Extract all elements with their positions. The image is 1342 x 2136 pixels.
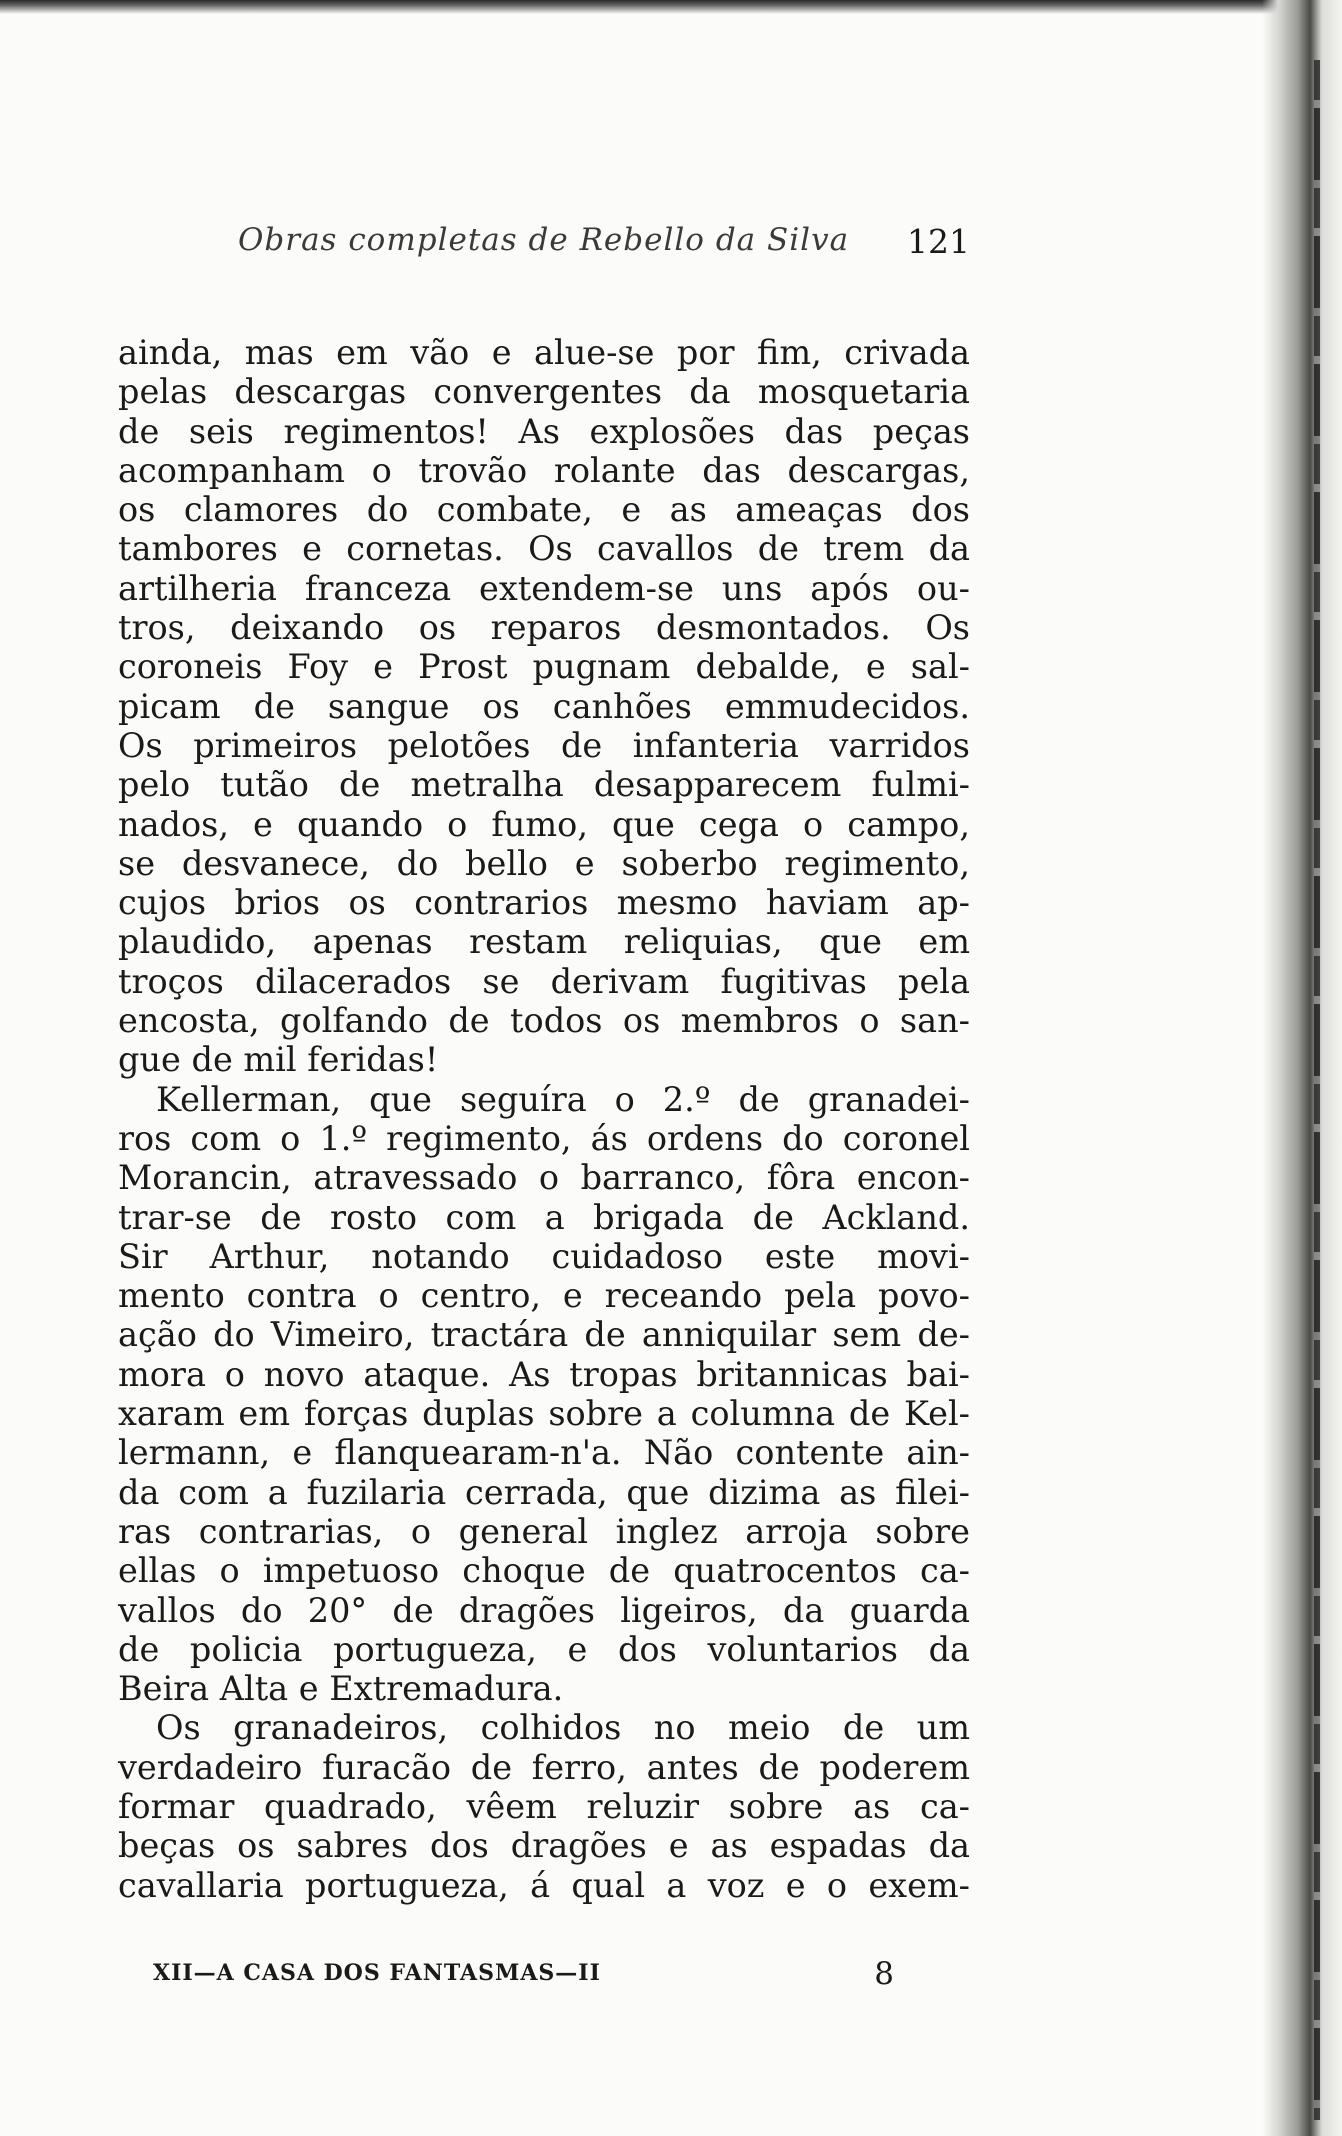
text-line: vallos do 20° de dragões ligeiros, da guarda (118, 1590, 970, 1630)
text-line: de policia portugueza, e dos voluntarios da (118, 1629, 970, 1669)
text-line: cavallaria portugueza, á qual a voz e o exem- (118, 1865, 970, 1905)
text-line: cujos brios os contrarios mesmo haviam ap- (118, 883, 970, 923)
text-line: Os primeiros pelotões de infanteria varridos (118, 725, 970, 765)
page-number: 121 (907, 222, 970, 261)
page-footer (153, 1956, 894, 1996)
text-line: mento contra o centro, e receando pela povo- (118, 1276, 970, 1316)
book-spine-shadow (1262, 0, 1342, 2136)
text-line: ras contrarias, o general inglez arroja sobre (118, 1511, 970, 1551)
text-line: tambores e cornetas. Os cavallos de trem da (118, 529, 970, 569)
running-title: Obras completas de Rebello da Silva (238, 222, 850, 258)
text-line: ainda, mas em vão e alue-se por fim, crivada (118, 333, 970, 372)
text-line: acompanham o trovão rolante das descargas, (118, 450, 970, 490)
text-line: os clamores do combate, e as ameaças dos (118, 490, 970, 530)
text-line: formar quadrado, vêem reluzir sobre as ca- (118, 1786, 970, 1826)
text-line: plaudido, apenas restam reliquias, que em (118, 922, 970, 962)
paragraph-end-line: Beira Alta e Extremadura. (118, 1669, 564, 1709)
text-line: de seis regimentos! As explosões das peças (118, 411, 970, 451)
paragraph-start-line: Os granadeiros, colhidos no meio de um (156, 1708, 970, 1748)
text-line: trar-se de rosto com a brigada de Ackland. (118, 1197, 970, 1237)
text-line: lermann, e flanquearam-n'a. Não contente ain- (118, 1433, 970, 1473)
text-line: ros com o 1.º regimento, ás ordens do coronel (118, 1118, 970, 1158)
signature-number: 8 (874, 1956, 894, 1992)
body-text (118, 333, 970, 1905)
paragraph-end-line: gue de mil feridas! (118, 1040, 439, 1080)
text-line: Sir Arthur, notando cuidadoso este movi- (118, 1236, 970, 1276)
paragraph-start-line: Kellerman, que seguíra o 2.º de granadei- (156, 1079, 970, 1119)
text-line: mora o novo ataque. As tropas britannicas bai- (118, 1354, 970, 1394)
text-line: coroneis Foy e Prost pugnam debalde, e sal- (118, 647, 970, 687)
text-line: pelas descargas convergentes da mosquetaria (118, 372, 970, 412)
text-line: troços dilacerados se derivam fugitivas pela (118, 961, 970, 1001)
signature-mark: XII—A CASA DOS FANTASMAS—II (153, 1960, 601, 1986)
text-line: ação do Vimeiro, tractára de anniquilar sem de- (118, 1315, 970, 1355)
text-line: picam de sangue os canhões emmudecidos. (118, 686, 970, 726)
text-line: se desvanece, do bello e soberbo regimento, (118, 843, 970, 883)
text-line: xaram em forças duplas sobre a columna de Kel- (118, 1394, 970, 1434)
text-line: nados, e quando o fumo, que cega o campo, (118, 804, 970, 844)
text-line: verdadeiro furacão de ferro, antes de poderem (118, 1747, 970, 1787)
text-line: tros, deixando os reparos desmontados. Os (118, 608, 970, 648)
text-line: beças os sabres dos dragões e as espadas da (118, 1826, 970, 1866)
text-line: Morancin, atravessado o barranco, fôra encon- (118, 1158, 970, 1198)
text-line: artilheria franceza extendem-se uns após ou- (118, 568, 970, 608)
text-line: ellas o impetuoso choque de quatrocentos ca- (118, 1551, 970, 1591)
text-line: da com a fuzilaria cerrada, que dizima as filei- (118, 1472, 970, 1512)
page-top-edge (0, 0, 1342, 14)
spine-edge (1314, 60, 1320, 2120)
text-line: encosta, golfando de todos os membros o san- (118, 1001, 970, 1041)
text-line: pelo tutão de metralha desapparecem fulmi- (118, 765, 970, 805)
page-header (118, 222, 970, 266)
